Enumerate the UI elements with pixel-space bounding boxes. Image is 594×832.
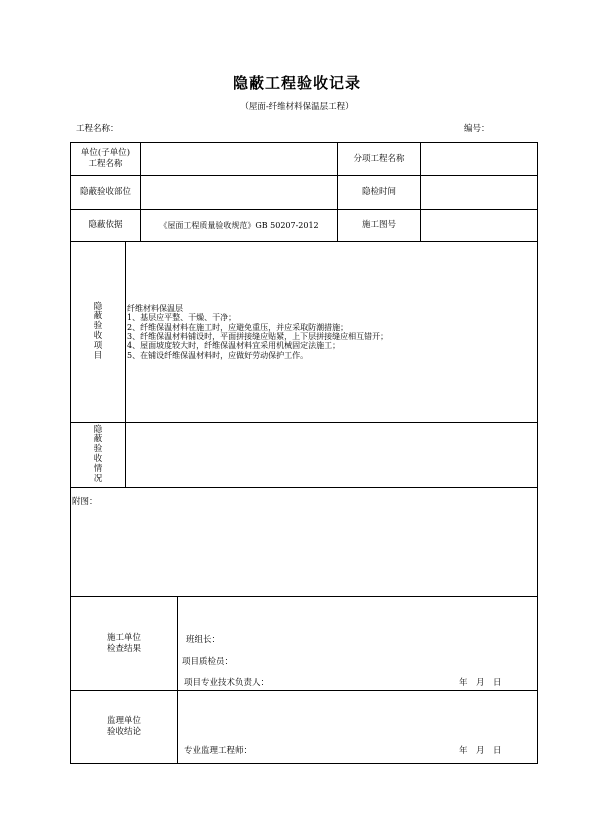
hidden-acceptance-items-cell <box>127 242 535 422</box>
table-border-right <box>537 142 538 764</box>
hidden-acceptance-status-label-cell <box>71 423 125 487</box>
unit-project-name-value <box>141 143 337 175</box>
hidden-acceptance-items-label-cell <box>71 242 125 422</box>
construction-drawing-number-value <box>421 210 537 241</box>
team-leader-label: 班组长： <box>186 635 221 645</box>
document-title: 隐蔽工程验收记录 <box>232 74 361 92</box>
hidden-acceptance-status-label: 隐蔽验收情况 <box>93 424 103 484</box>
hidden-acceptance-part-value <box>141 176 337 209</box>
subitem-project-name-label: 分项工程名称 <box>353 153 405 164</box>
document-subtitle: （屋面-纤维材料保温层工程） <box>240 102 354 112</box>
project-name-label: 工程名称： <box>76 124 119 134</box>
hidden-acceptance-items-label: 隐蔽验收项目 <box>93 301 103 361</box>
subitem-project-name-value <box>421 143 537 175</box>
unit-project-name-label: 单位(子单位) 工程名称 <box>80 148 131 169</box>
column-divider <box>177 596 178 764</box>
attachment-label: 附图： <box>72 497 98 507</box>
supervision-unit-conclusion-label: 监理单位 验收结论 <box>106 716 141 737</box>
construction-unit-check-label: 施工单位 检查结果 <box>106 632 141 654</box>
hidden-acceptance-items-content: 纤维材料保温层 1、基层应平整、干燥、干净； 2、纤维保温材料在施工时，应避免重压，并应采取防潮措施； 3、纤维保温材料铺设时，平面拼接缝应贴紧，上下层拼接缝应相互错开； 4、屋面坡度较大时，纤维保温材料宜采用机械固定法施工； 5、在铺设纤维保温材料时，应做好劳动保护工作。 <box>127 303 389 360</box>
hidden-check-time-value <box>421 176 537 209</box>
row-divider <box>70 487 538 488</box>
table-border-bottom <box>70 763 538 764</box>
supervision-date-label: 年 月 日 <box>459 746 502 756</box>
hidden-acceptance-part-label: 隐蔽验收部位 <box>79 187 131 198</box>
hidden-acceptance-status-value <box>126 423 537 487</box>
construction-date-label: 年 月 日 <box>459 678 502 688</box>
supervisor-label: 专业监理工程师： <box>184 746 253 756</box>
number-label: 编号： <box>464 124 490 134</box>
quality-inspector-label: 项目质检员： <box>182 657 234 667</box>
hidden-basis-label: 隐蔽依据 <box>88 220 123 231</box>
hidden-check-time-label: 隐检时间 <box>361 187 396 198</box>
construction-drawing-number-label: 施工图号 <box>361 220 396 231</box>
hidden-basis-value: 《屋面工程质量验收规范》GB 50207-2012 <box>159 220 319 230</box>
technical-leader-label: 项目专业技术负责人： <box>184 678 270 688</box>
